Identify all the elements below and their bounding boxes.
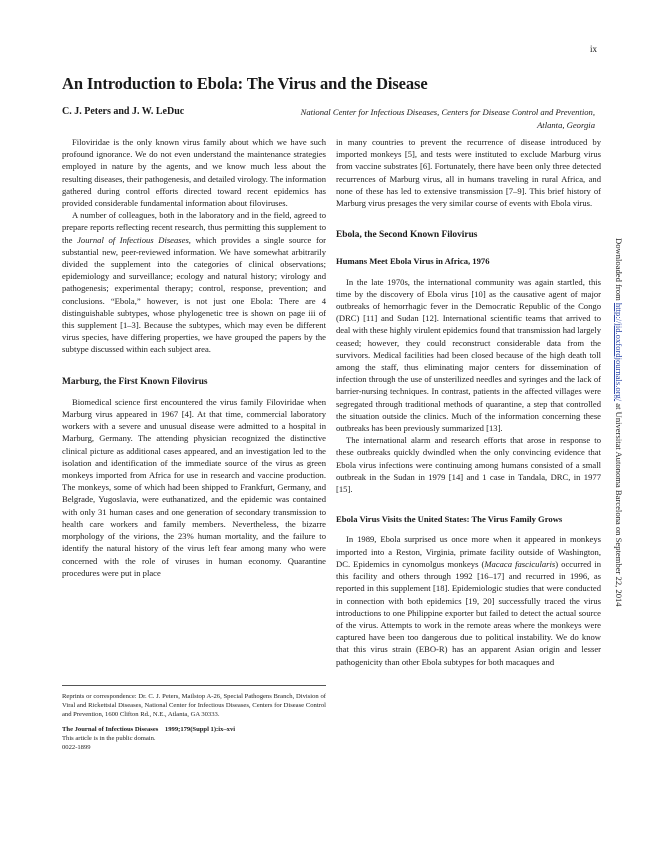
right-column (336, 136, 601, 668)
download-watermark (614, 238, 624, 607)
footnotes (62, 685, 326, 752)
page-number: ix (589, 44, 597, 54)
authors: C. J. Peters and J. W. LeDuc (62, 106, 185, 117)
marburg-paragraph-1: Biomedical science first encountered the virus family Filoviridae when Marburg virus appeared in 1967 [4]. At that time, commercial laboratory workers with a severe and unusual disease were admitted to a hospital in Marburg, Germany. The attending physician recognized the distinctive clinical picture as additional cases appeared, and an investigation led to the isolation and identification of the immediate source of the virus as green monkeys imported from Africa for use in research and vaccine production. The monkeys, some of which had been shipped to Frankfurt, Germany, and Belgrade, Yugoslavia, were euthanatized, and the epidemic was contained with only 31 human cases and one generation of secondary transmission to health care workers and family members. Nevertheless, the bizarre morphology of the virions, the 23% human mortality, and the failure to identify the natural history of the virus left fear among many who were concerned with the role of viruses in human economy. Quarantine procedures were put in place (62, 396, 326, 578)
ebola-paragraph-1: In the late 1970s, the international community was again startled, this time by the discovery of Ebola virus [10] as the causative agent of major outbreaks of hemorrhagic fever in the Democratic Republic of the Congo (DRC) [11] and Sudan [12]. International scientific teams that arrived to deal with these highly virulent epidemics found that transmission had largely ceased; however, they could reconstruct considerable data from the survivors. Medical facilities had been closed because of the high death toll among the staff, thus eliminating major centers for dissemination of infection through the use of unsterilized needles and syringes and the lack of barrier-nursing techniques. In contrast, patients in the affected villages were segregated through traditional methods of quarantine, a step that controlled the situation outside the clinics. Much of the information concerning these outbreaks has been previously summarized [13]. (336, 276, 601, 434)
reprints-footnote: Reprints or correspondence: Dr. C. J. Peters, Mailstop A-26, Special Pathogens Branch, Division of Viral and Rickettsial Diseases, National Center for Infectious Diseases, Centers for Disease Control and Prevention, 1600 Clifton Rd., N.E., Atlanta, GA 30333. (62, 693, 326, 719)
public-domain-note: This article is in the public domain. (62, 734, 156, 742)
journal-link[interactable]: http://jid.oxfordjournals.org/ (614, 302, 624, 402)
section-heading-ebola: Ebola, the Second Known Filovirus (336, 230, 478, 241)
ebola-paragraph-2: The international alarm and research efforts that arose in response to these outbreaks quickly dwindled when the only convincing evidence that Ebola virus infections were continuing among humans consisted of a small outbreak in the Sudan in 1979 [14] and 1 case in Tandala, DRC, in 1977 [15]. (336, 435, 601, 495)
left-column (62, 136, 326, 579)
journal-citation: The Journal of Infectious Diseases 1999;179(Suppl 1):ix–xvi (62, 725, 236, 733)
issn: 0022-1899 (62, 744, 91, 752)
species-name: Macaca fascicularis (484, 558, 556, 569)
section-heading-marburg: Marburg, the First Known Filovirus (62, 376, 208, 387)
marburg-paragraph-continued: in many countries to prevent the recurrence of disease introduced by imported monkeys [5], and tests were instituted to exclude Marburg virus from vaccine substrates [6]. Fortunately, there have been only three detected recurrences of Marburg virus, all in humans traveling in rural Africa, and none of these has led to extensive transmission [7–9]. This brief history of Marburg virus presages the very similar course of events with Ebola virus. (336, 137, 601, 209)
journal-name: Journal of Infectious Diseases (77, 234, 189, 245)
article-title: An Introduction to Ebola: The Virus and the Disease (62, 74, 428, 93)
intro-paragraph-2: A number of colleagues, both in the laboratory and in the field, agreed to prepare reports reflecting recent research, thus permitting this supplement to the Journal of Infectious Diseases, which provides a single source for substantial new, peer-reviewed information. We have somewhat arbitrarily divided the supplement into the categories of clinical observations; epidemiology and surveillance; ecology and natural history; virology and pathogenesis; experimental therapy; control, response, prevention; and conclusions. “Ebola,” however, is not just one Ebola: There are 4 distinguishable subtypes, whose phylogenetic tree is shown on page iii of this supplement [1–3]. Because the subtypes, which may even be different virus species, have differing properties, we have grouped the papers by the subtype discussed within each subject area. (62, 210, 326, 355)
download-prefix: Downloaded from (614, 238, 624, 303)
subsection-heading-africa-1976: Humans Meet Ebola Virus in Africa, 1976 (336, 256, 490, 267)
subsection-heading-united-states: Ebola Virus Visits the United States: The Virus Family Grows (336, 514, 563, 525)
download-suffix: at Universitat Autonoma Barcelona on September 22, 2014 (614, 401, 624, 607)
ebola-paragraph-3: In 1989, Ebola surprised us once more when it appeared in monkeys imported into a Reston, Virginia, primate facility outside of Washington, DC. Epidemics in cynomolgus monkeys (Macaca fascicularis) occurred in this facility and others through 1992 [16–17] and recurred in 1996, as reported in this supplement [18]. Epidemiologic studies that were conducted in connection with both epidemics [19, 20] successfully traced the virus introductions to one Philippine exporter but failed to detect the actual source of the virus. Attempts to work in the remote areas where the monkeys were captured have been too dangerous due to political instability. We do know that this virus strain (EBO-R) has an apparent Asian origin and lesser pathogenicity than other Ebola subtypes for both macaques and (336, 534, 601, 667)
intro-paragraph-1: Filoviridae is the only known virus family about which we have such profound ignorance. We do not even understand the maintenance strategies employed in nature by the agents, and we know much less about the resulting diseases, their pathogenesis, and detailed virology. The information gathered during control efforts directed toward recent epidemics has provided considerable fundamental information about filoviruses. (62, 137, 326, 209)
affiliation: National Center for Infectious Diseases, Centers for Disease Control and Prevention, Atlanta, Georgia (300, 107, 595, 130)
